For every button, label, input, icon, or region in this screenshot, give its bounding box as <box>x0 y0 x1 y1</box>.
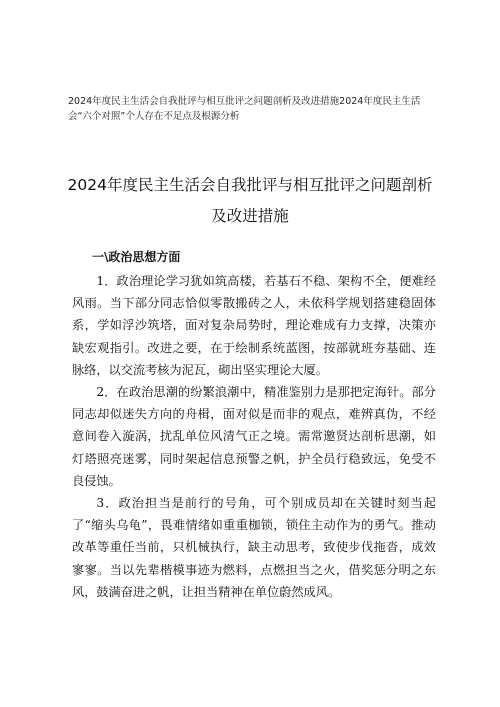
paragraph-2: 2．在政治思潮的纷繁浪潮中，精准鉴别力是那把定海针。部分同志却似迷失方向的舟楫，面对似是而非的观点，难辨真伪，不经意间卷入漩涡，扰乱单位风清气正之境。需常邀贤达剖析思潮，如灯塔照亮迷雾，同时架起信息预警之帆，护全员行稳致远，免受不良侵蚀。 <box>72 385 436 488</box>
paragraph-1: 1．政治理论学习犹如筑高楼，若基石不稳、架构不全，便难经风雨。当下部分同志恰似零散搬砖之人，未依科学规划搭建稳固体系，学如浮沙筑塔，面对复杂局势时，理论难成有力支撑，决策亦缺宏观指引。改进之要，在于绘制系统蓝图，按部就班夯基础、连脉络，以交流考核为泥瓦，砌出坚实理论大厦。 <box>72 274 436 377</box>
paragraph-3: 3．政治担当是前行的号角，可个别成员却在关键时刻当起了“缩头乌龟”，畏难情绪如重重枷锁，锁住主动作为的勇气。推动改革等重任当前，只机械执行，缺主动思考，致使步伐拖沓，成效寥寥。当以先辈楷模事迹为燃料，点燃担当之火，借奖惩分明之东风，鼓满奋进之帆，让担当精神在单位蔚然成风。 <box>72 496 436 599</box>
document-title: 2024年度民主生活会自我批评与相互批评之问题剖析及改进措施 <box>67 176 433 225</box>
header-note: 2024年度民主生活会自我批评与相互批评之问题剖析及改进措施2024年度民主生活会“六个对照”个人存在不足点及根源分析 <box>68 96 421 122</box>
document-body <box>72 270 436 603</box>
section-heading: 一\政治思想方面 <box>92 250 181 264</box>
